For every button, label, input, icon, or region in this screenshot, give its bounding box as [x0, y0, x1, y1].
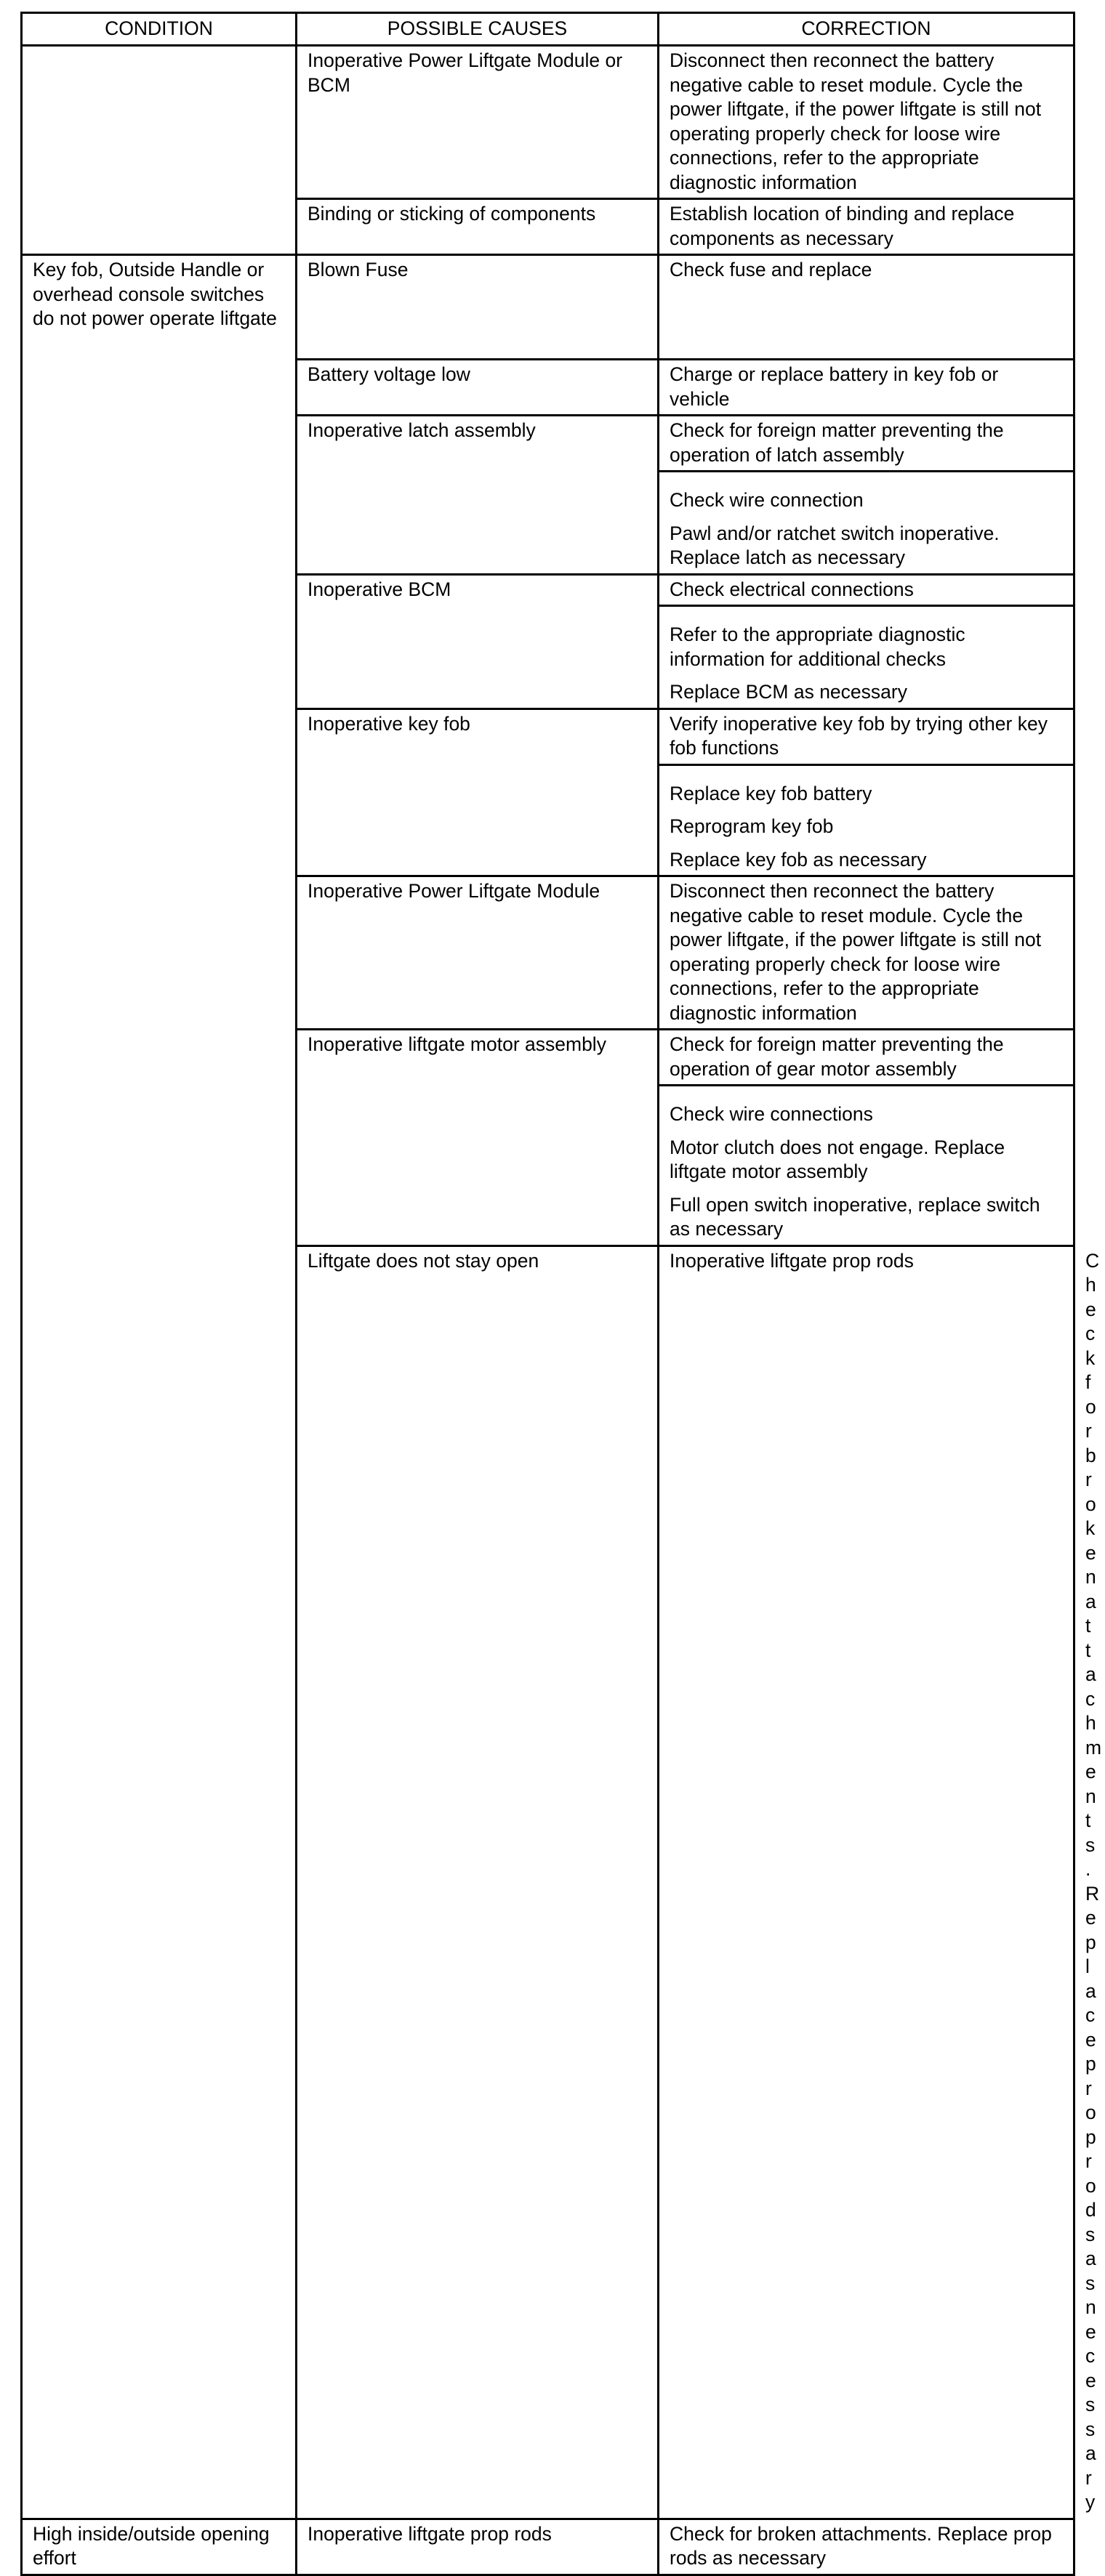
correction-text: Check for foreign matter preventing the operation of gear motor assembly: [670, 1033, 1004, 1080]
correction-cell: [659, 574, 1074, 606]
header-correction: CORRECTION: [659, 13, 1074, 46]
correction-text: Refer to the appropriate diagnostic information for additional checks: [670, 623, 965, 670]
correction-cell: [659, 1086, 1074, 1246]
correction-cell: [659, 606, 1074, 709]
correction-text: Check electrical connections: [670, 578, 914, 600]
cause-cell: Battery voltage low: [297, 360, 659, 416]
correction-text: Disconnect then reconnect the battery negative cable to reset module. Cycle the power liftgate, if the power liftgate is still not operating properly check for loose wire connections, refer to the appropriate diagnostic information: [670, 880, 1042, 1024]
correction-text: Reprogram key fob: [670, 815, 834, 837]
table-row: Liftgate does not stay open Inoperative liftgate prop rods Check for broken attachments. Replace prop rods as necessary: [22, 1245, 1074, 2519]
correction-text: Check wire connection: [670, 489, 864, 511]
correction-cell: [659, 360, 1074, 416]
table-row: [22, 255, 1074, 360]
correction-text: Replace key fob as necessary: [670, 848, 927, 871]
correction-cell: [659, 876, 1074, 1030]
correction-text: Check fuse and replace: [670, 259, 872, 280]
correction-text: Replace BCM as necessary: [670, 681, 907, 703]
correction-cell: [659, 416, 1074, 472]
cause-cell: Inoperative Power Liftgate Module: [297, 876, 659, 1030]
correction-text: Full open switch inoperative, replace switch as necessary: [670, 1193, 1040, 1240]
condition-cell: Key fob, Outside Handle or overhead console switches do not power operate liftgate: [22, 255, 297, 2519]
correction-cell: [659, 1030, 1074, 1086]
correction-text: Pawl and/or ratchet switch inoperative. Replace latch as necessary: [670, 522, 1000, 568]
header-condition: CONDITION: [22, 13, 297, 46]
correction-cell: [659, 2519, 1074, 2575]
correction-cell: [659, 199, 1074, 255]
cause-cell: Inoperative liftgate motor assembly: [297, 1030, 659, 1246]
diagnostic-table: [20, 12, 1102, 2576]
correction-text: Charge or replace battery in key fob or vehicle: [670, 363, 999, 410]
correction-cell: [659, 255, 1074, 360]
cause-cell: Inoperative liftgate prop rods: [297, 2519, 659, 2575]
header-row: [22, 13, 1074, 46]
cause-cell: Binding or sticking of components: [297, 199, 659, 255]
correction-text: Motor clutch does not engage. Replace liftgate motor assembly: [670, 1136, 1005, 1182]
correction-text: Disconnect then reconnect the battery negative cable to reset module. Cycle the power liftgate, if the power liftgate is still not operating properly check for loose wire connections, refer to the appropriate diagnostic information: [670, 49, 1042, 193]
correction-cell: [659, 764, 1074, 876]
cause-cell: Blown Fuse: [297, 255, 659, 360]
table-row: [22, 2519, 1074, 2575]
correction-text: Check wire connections: [670, 1103, 873, 1125]
cause-cell: Inoperative key fob: [297, 708, 659, 876]
correction-cell: [659, 708, 1074, 764]
correction-text: Establish location of binding and replace components as necessary: [670, 203, 1015, 249]
condition-cell: [22, 46, 297, 255]
cause-cell: Inoperative liftgate prop rods: [659, 1245, 1074, 2519]
condition-cell: Liftgate does not stay open: [297, 1245, 659, 2519]
header-possible-causes: POSSIBLE CAUSES: [297, 13, 659, 46]
correction-cell: [659, 472, 1074, 575]
cause-cell: Inoperative Power Liftgate Module or BCM: [297, 46, 659, 199]
correction-text: Check for foreign matter preventing the operation of latch assembly: [670, 419, 1004, 466]
cause-cell: Inoperative BCM: [297, 574, 659, 708]
condition-cell: High inside/outside opening effort: [22, 2519, 297, 2575]
correction-text: Replace key fob battery: [670, 782, 872, 804]
cause-cell: Inoperative latch assembly: [297, 416, 659, 575]
table-row: [22, 46, 1074, 199]
correction-cell: [659, 46, 1074, 199]
correction-text: Verify inoperative key fob by trying other key fob functions: [670, 712, 1048, 759]
correction-text: Check for broken attachments. Replace prop rods as necessary: [670, 2522, 1052, 2569]
